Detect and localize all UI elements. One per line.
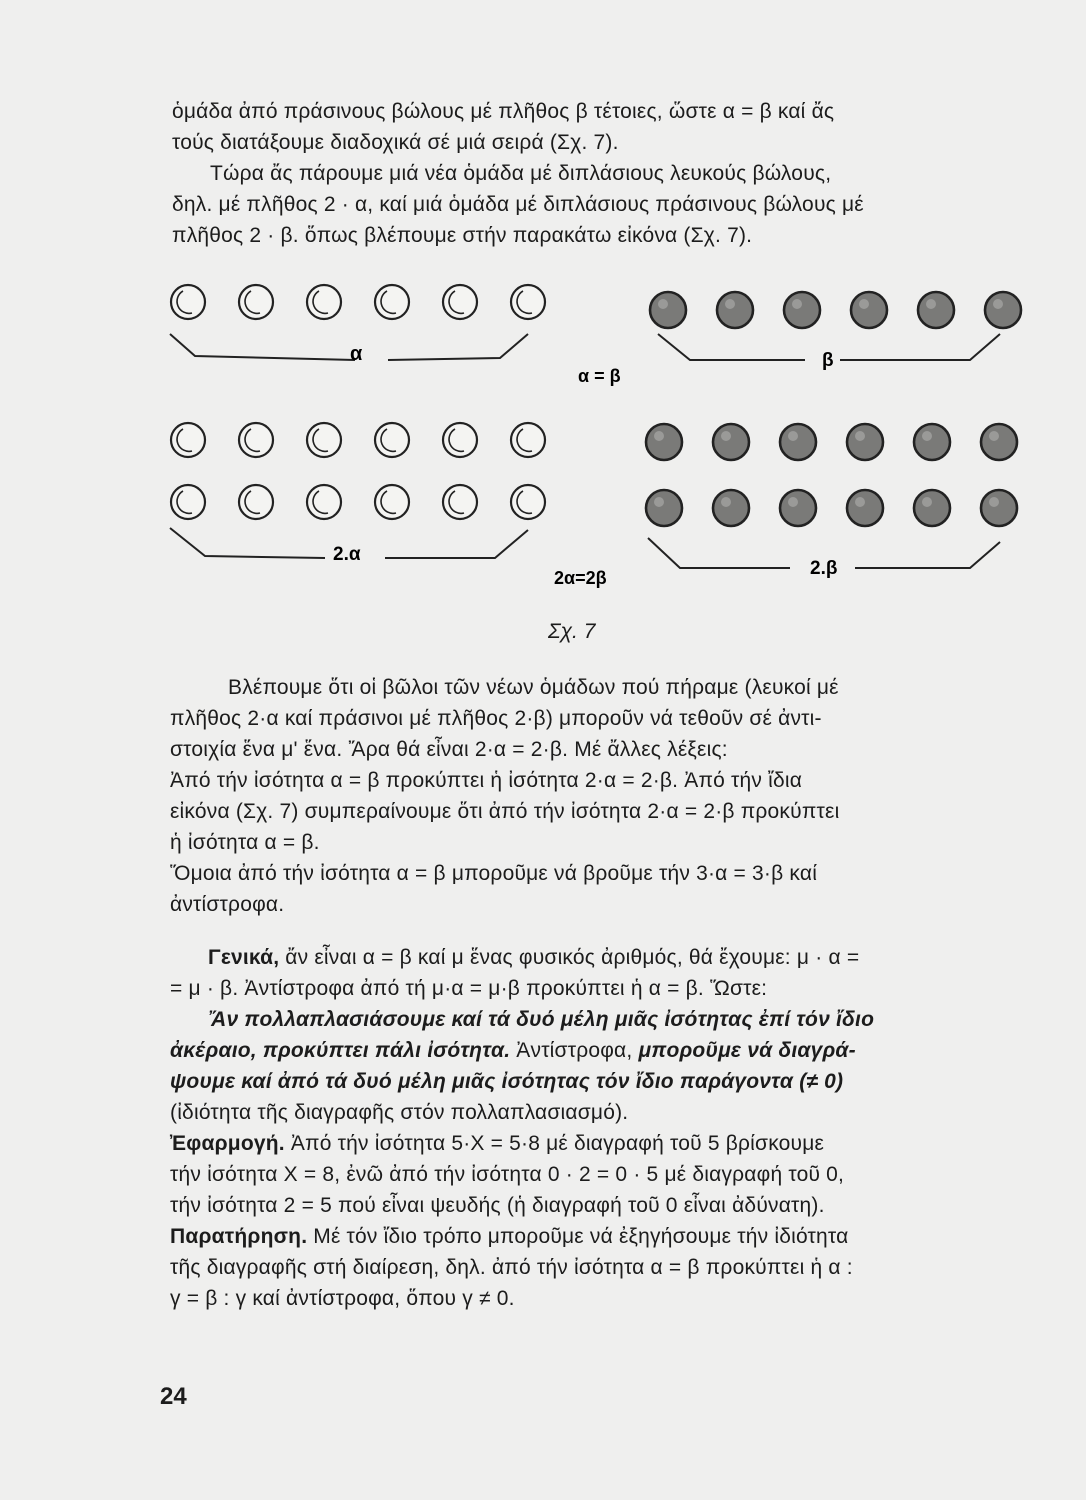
- white-ball: [443, 485, 477, 519]
- general-label: Γενικά,: [208, 946, 280, 969]
- white-ball: [239, 423, 273, 457]
- text-line: πλῆθος 2 · β. ὅπως βλέπουμε στήν παρακάτω εἰκόνα (Σχ. 7).: [172, 224, 753, 247]
- green-ball: [646, 424, 682, 460]
- text-line: = μ · β. Ἀντίστροφα ἀπό τή μ·α = μ·β προκύπτει ἡ α = β. Ὥστε:: [170, 977, 768, 1000]
- green-ball: [981, 490, 1017, 526]
- white-ball: [307, 285, 341, 319]
- paragraph-main: [170, 672, 1010, 1314]
- white-ball: [443, 423, 477, 457]
- brace-2b: [648, 538, 790, 568]
- text-line: (ἰδιότητα τῆς διαγραφῆς στόν πολλαπλασιασμό).: [170, 1101, 629, 1124]
- application-label: Ἐφαρμογή.: [170, 1132, 285, 1155]
- figure-caption: Σχ. 7: [548, 620, 596, 643]
- text-line: τήν ἰσότητα Χ = 8, ἐνῶ ἀπό τήν ἰσότητα 0 · 2 = 0 · 5 μέ διαγραφή τοῦ 0,: [170, 1163, 845, 1186]
- white-ball: [375, 485, 409, 519]
- label-a: α: [350, 343, 363, 365]
- brace-2b: [855, 542, 1000, 568]
- text-line: τῆς διαγραφῆς στή διαίρεση, δηλ. ἀπό τήν ἰσότητα α = β προκύπτει ἡ α :: [170, 1256, 853, 1279]
- white-ball: [443, 285, 477, 319]
- white-ball: [511, 285, 545, 319]
- green-ball: [713, 424, 749, 460]
- white-balls-bottom-group: [171, 423, 545, 519]
- page-number: 24: [160, 1383, 187, 1410]
- white-ball: [511, 485, 545, 519]
- rule-line: ψουμε καί ἀπό τά δυό μέλη μιᾶς ἰσότητας τόν ἴδιο παράγοντα (≠ 0): [170, 1070, 844, 1093]
- label-equal-bottom: 2α=2β: [554, 568, 607, 588]
- rule-line: Ἄν πολλαπλασιάσουμε καί τά δυό μέλη μιᾶς ἰσότητας ἐπί τόν ἴδιο: [208, 1008, 875, 1031]
- label-2a: 2.α: [333, 544, 361, 565]
- brace-b: [658, 334, 805, 360]
- white-ball: [375, 423, 409, 457]
- paragraph-intro: [172, 96, 1022, 251]
- rule-line: ἀκέραιο, προκύπτει πάλι ἰσότητα. Ἀντίστροφα, μποροῦμε νά διαγρά-: [170, 1039, 856, 1062]
- label-2b: 2.β: [810, 558, 838, 579]
- label-b: β: [822, 350, 834, 371]
- green-ball: [914, 490, 950, 526]
- text-line: ἀντίστροφα.: [170, 893, 285, 916]
- green-balls-top-row: [650, 292, 1021, 328]
- text-line: ὁμάδα ἀπό πράσινους βώλους μέ πλῆθος β τέτοιες, ὥστε α = β καί ἄς: [172, 100, 835, 123]
- text-line: τούς διατάξουμε διαδοχικά σέ μιά σειρά (Σχ. 7).: [172, 131, 619, 154]
- brace-b: [840, 334, 1000, 360]
- label-equal-top: α = β: [578, 366, 621, 386]
- white-ball: [171, 485, 205, 519]
- white-ball: [307, 485, 341, 519]
- figure-balls: [150, 276, 1030, 646]
- text-line: Γενικά, ἄν εἶναι α = β καί μ ἕνας φυσικός ἀριθμός, θά ἔχουμε: μ · α =: [208, 946, 860, 969]
- text-line: δηλ. μέ πλῆθος 2 · α, καί μιά ὁμάδα μέ διπλάσιους πράσινους βώλους μέ: [172, 193, 864, 216]
- text-line: Ἀπό τήν ἰσότητα α = β προκύπτει ἡ ἰσότητα 2·α = 2·β. Ἀπό τήν ἴδια: [170, 769, 803, 792]
- text-line: στοιχία ἕνα μ' ἕνα. Ἄρα θά εἶναι 2·α = 2·β. Μέ ἄλλες λέξεις:: [170, 738, 728, 761]
- green-balls-bottom-group: [646, 424, 1017, 526]
- text-line: Ἐφαρμογή. Ἀπό τήν ἰσότητα 5·Χ = 5·8 μέ διαγραφή τοῦ 5 βρίσκουμε: [170, 1132, 825, 1155]
- text-line: Ὅμοια ἀπό τήν ἰσότητα α = β μποροῦμε νά βροῦμε τήν 3·α = 3·β καί: [170, 862, 818, 885]
- note-label: Παρατήρηση.: [170, 1225, 308, 1248]
- green-ball: [646, 490, 682, 526]
- green-ball: [851, 292, 887, 328]
- white-ball: [239, 485, 273, 519]
- text-line: εἰκόνα (Σχ. 7) συμπεραίνουμε ὅτι ἀπό τήν ἰσότητα 2·α = 2·β προκύπτει: [170, 800, 840, 823]
- text-line: γ = β : γ καί ἀντίστροφα, ὅπου γ ≠ 0.: [170, 1287, 515, 1310]
- green-ball: [780, 490, 816, 526]
- brace-2a: [385, 530, 528, 558]
- green-ball: [780, 424, 816, 460]
- white-ball: [171, 423, 205, 457]
- white-ball: [171, 285, 205, 319]
- white-ball: [307, 423, 341, 457]
- white-balls-top-row: [171, 285, 545, 319]
- white-ball: [239, 285, 273, 319]
- green-ball: [985, 292, 1021, 328]
- brace-2a: [170, 528, 325, 558]
- text-line: τήν ἰσότητα 2 = 5 πού εἶναι ψευδής (ἡ διαγραφή τοῦ 0 εἶναι ἀδύνατη).: [170, 1194, 825, 1217]
- green-ball: [914, 424, 950, 460]
- text-line: πλῆθος 2·α καί πράσινοι μέ πλῆθος 2·β) μποροῦν νά τεθοῦν σέ ἀντι-: [170, 707, 822, 730]
- text-line: ἡ ἰσότητα α = β.: [170, 831, 320, 854]
- text-line: Βλέπουμε ὅτι οἱ βῶλοι τῶν νέων ὁμάδων πού πήραμε (λευκοί μέ: [228, 676, 839, 699]
- white-ball: [511, 423, 545, 457]
- green-ball: [847, 490, 883, 526]
- white-ball: [375, 285, 409, 319]
- brace-a: [388, 334, 528, 360]
- green-ball: [918, 292, 954, 328]
- green-ball: [847, 424, 883, 460]
- text-line: Τώρα ἄς πάρουμε μιά νέα ὁμάδα μέ διπλάσιους λευκούς βώλους,: [210, 162, 832, 185]
- green-ball: [981, 424, 1017, 460]
- green-ball: [650, 292, 686, 328]
- brace-a: [170, 334, 355, 360]
- green-ball: [713, 490, 749, 526]
- green-ball: [717, 292, 753, 328]
- text-line: Παρατήρηση. Μέ τόν ἴδιο τρόπο μποροῦμε νά ἐξηγήσουμε τήν ἰδιότητα: [170, 1225, 849, 1248]
- green-ball: [784, 292, 820, 328]
